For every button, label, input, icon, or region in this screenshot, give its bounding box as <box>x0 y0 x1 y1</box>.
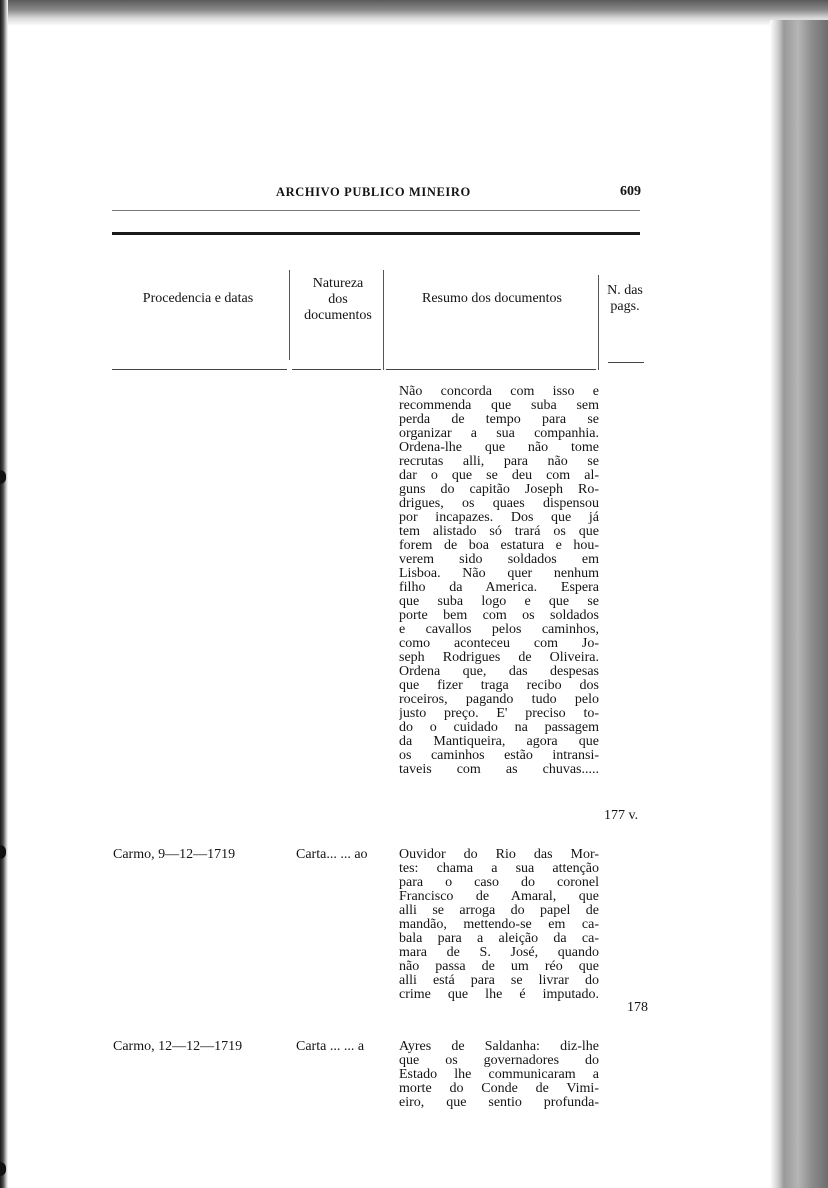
page-number: 609 <box>620 184 641 199</box>
table-row-resumo <box>399 848 599 1002</box>
resumo-line: Lisboa. Não quer nenhum <box>399 567 599 581</box>
column-divider <box>289 270 290 360</box>
resumo-line: que suba logo e que se <box>399 595 599 609</box>
column-header-natureza-line: Natureza <box>312 276 364 291</box>
resumo-line: tem alistado só trará os que <box>399 525 599 539</box>
header-underline <box>112 369 287 370</box>
resumo-line: Ordena-lhe que não tome <box>399 441 599 455</box>
column-header-natureza <box>292 276 384 324</box>
header-rule-thick <box>112 232 640 235</box>
resumo-line: não passa de um réo que <box>399 960 599 974</box>
resumo-line: do o cuidado na passagem <box>399 721 599 735</box>
table-row-pags: 178 <box>627 1000 648 1015</box>
page-top-edge <box>0 0 828 26</box>
running-title: ARCHIVO PUBLICO MINEIRO <box>276 185 471 199</box>
resumo-line: para o caso do coronel <box>399 876 599 890</box>
column-header-pags-line: pags. <box>610 299 640 314</box>
resumo-line: bala para a aleição da ca- <box>399 932 599 946</box>
resumo-line: tes: chama a sua attenção <box>399 862 599 876</box>
resumo-line: Ayres de Saldanha: diz-lhe <box>399 1040 599 1054</box>
resumo-line: os caminhos estão intransi- <box>399 749 599 763</box>
resumo-line: seph Rodrigues de Oliveira. <box>399 651 599 665</box>
resumo-line: roceiros, pagando tudo pelo <box>399 693 599 707</box>
resumo-line: e cavallos pelos caminhos, <box>399 623 599 637</box>
resumo-line: crime que lhe é imputado. <box>399 988 599 1002</box>
resumo-line: verem sido soldados em <box>399 553 599 567</box>
column-header-pags-line: N. das <box>607 283 643 298</box>
resumo-line: alli se arroga do papel de <box>399 904 599 918</box>
resumo-line: alli está para se livrar do <box>399 974 599 988</box>
resumo-line: Estado lhe communicaram a <box>399 1068 599 1082</box>
resumo-line: Ouvidor do Rio das Mor- <box>399 848 599 862</box>
resumo-line: morte do Conde de Vimi- <box>399 1082 599 1096</box>
resumo-line: guns do capitão Joseph Ro- <box>399 483 599 497</box>
column-header-resumo: Resumo dos documentos <box>422 291 562 306</box>
table-row-natureza: Carta... ... ao <box>296 847 368 862</box>
resumo-line: Ordena que, das despesas <box>399 665 599 679</box>
header-underline <box>292 369 381 370</box>
resumo-line: Não concorda com isso e <box>399 385 599 399</box>
column-header-natureza-line: dos <box>328 292 348 307</box>
resumo-line: mandão, mettendo-se em ca- <box>399 918 599 932</box>
column-header-pags <box>600 283 650 315</box>
column-header-procedencia: Procedencia e datas <box>142 291 254 306</box>
resumo-line: que os governadores do <box>399 1054 599 1068</box>
resumo-line: drigues, os quaes dispensou <box>399 497 599 511</box>
resumo-line: que fizer traga recibo dos <box>399 679 599 693</box>
resumo-line: forem de boa estatura e hou- <box>399 539 599 553</box>
header-underline <box>386 369 596 370</box>
resumo-line: da Mantiqueira, agora que <box>399 735 599 749</box>
resumo-line: perda de tempo para se <box>399 413 599 427</box>
header-underline <box>608 362 644 363</box>
table-row-natureza: Carta ... ... a <box>296 1039 365 1054</box>
resumo-line: mara de S. José, quando <box>399 946 599 960</box>
page-right-edge <box>770 20 828 1188</box>
table-row-resumo <box>399 1040 599 1110</box>
table-row-procedencia: Carmo, 12—12—1719 <box>113 1039 243 1054</box>
resumo-line: justo preço. E' preciso to- <box>399 707 599 721</box>
resumo-line: organizar a sua companhia. <box>399 427 599 441</box>
resumo-line: Francisco de Amaral, que <box>399 890 599 904</box>
resumo-line: recommenda que suba sem <box>399 399 599 413</box>
resumo-line: taveis com as chuvas..... <box>399 763 599 777</box>
table-row-procedencia: Carmo, 9—12—1719 <box>113 847 236 862</box>
resumo-line: dar o que se deu com al- <box>399 469 599 483</box>
resumo-line: filho da America. Espera <box>399 581 599 595</box>
table-row-pags: 177 v. <box>604 808 639 823</box>
header-rule <box>112 210 640 211</box>
column-divider <box>598 275 599 370</box>
resumo-line: porte bem com os soldados <box>399 609 599 623</box>
resumo-line: como aconteceu com Jo- <box>399 637 599 651</box>
table-row-resumo <box>399 385 599 777</box>
column-header-natureza-line: documentos <box>304 308 372 323</box>
resumo-line: eiro, que sentio profunda- <box>399 1096 599 1110</box>
resumo-line: recrutas alli, para não se <box>399 455 599 469</box>
page-left-edge <box>0 0 8 1188</box>
resumo-line: por incapazes. Dos que já <box>399 511 599 525</box>
